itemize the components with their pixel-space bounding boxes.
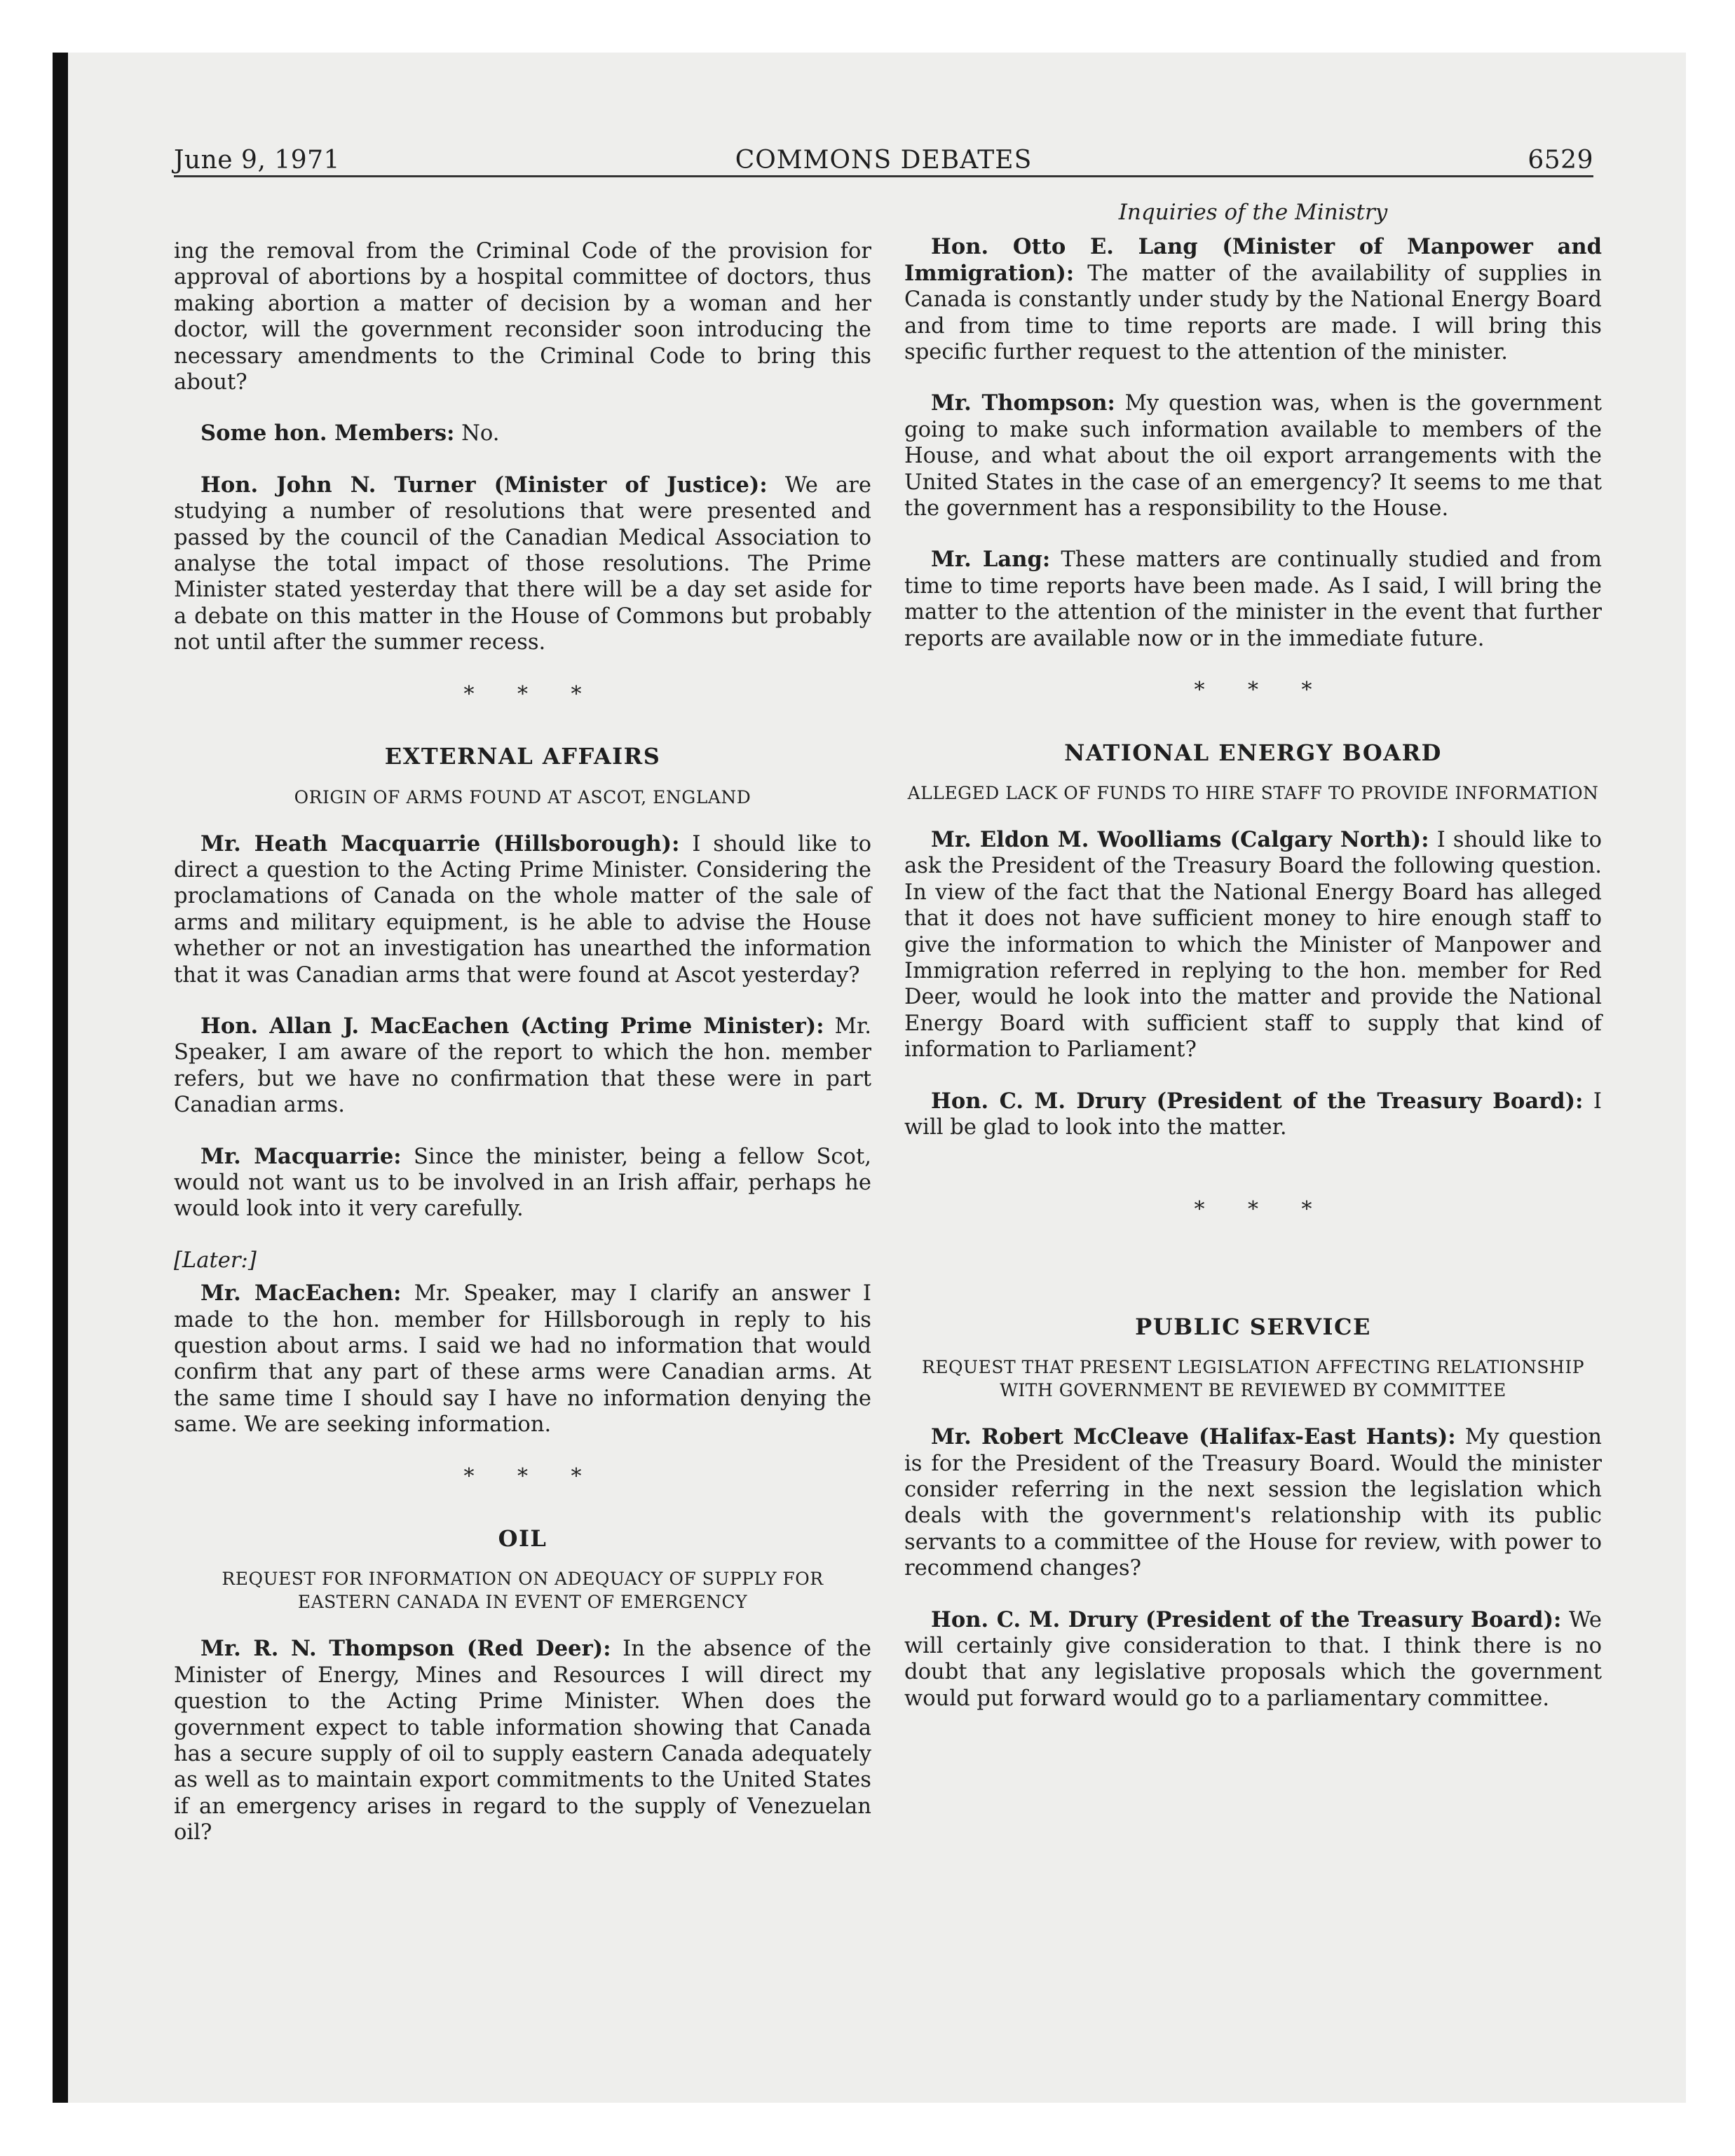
paragraph — [904, 1424, 1602, 1581]
speech-text: In the absence of the Minister of Energy, Mines and Resources I will direct my question to the Acting Prime Minister. When does the government expect to table information showing that Canada has a secure supply of oil to supply eastern Canada adequately as well as to maintain export commitments to the United States if an emergency arises in regard to the supply of Venezuelan oil? — [174, 1637, 871, 1845]
speaker-name: Some hon. Members: — [200, 421, 455, 446]
paragraph — [174, 831, 871, 988]
speaker-name: Hon. C. M. Drury (President of the Treasury Board): — [931, 1606, 1562, 1632]
later-marker: [Later:] — [174, 1248, 257, 1273]
paragraph — [904, 1607, 1602, 1712]
section-subheading: REQUEST THAT PRESENT LEGISLATION AFFECTING RELATIONSHIP WITH GOVERNMENT BE REVIEWED BY COMMITTEE — [921, 1357, 1585, 1401]
section-heading: NATIONAL ENERGY BOARD — [1064, 739, 1442, 766]
paragraph — [174, 1014, 871, 1119]
paragraph — [174, 1281, 871, 1438]
speech-text: My question was, when is the government going to make such information available to members of the House, and what about the oil export arrangements with the United States in the case of an emergency? It seems to me that the government has a responsibility to the House. — [904, 391, 1603, 521]
speaker-name: Mr. MacEachen: — [200, 1281, 402, 1306]
scan-binding-edge — [53, 53, 68, 2103]
section-separator: * * * — [1194, 1197, 1331, 1222]
speaker-name: Mr. R. N. Thompson (Red Deer): — [200, 1636, 611, 1662]
speaker-name: Hon. John N. Turner (Minister of Justice): — [200, 472, 768, 498]
header-date: June 9, 1971 — [174, 146, 340, 175]
left-column — [174, 238, 871, 1871]
paragraph — [174, 1636, 871, 1845]
section-separator: * * * — [463, 1464, 600, 1489]
section-heading: OIL — [498, 1525, 547, 1553]
section-separator: * * * — [1194, 678, 1331, 703]
paragraph — [904, 390, 1602, 521]
speaker-name: Mr. Heath Macquarrie (Hillsborough): — [200, 831, 680, 857]
section-subheading: ORIGIN OF ARMS FOUND AT ASCOT, ENGLAND — [294, 786, 751, 807]
speech-text: Mr. Speaker, may I clarify an answer I made to the hon. member for Hillsborough in reply to his question about arms. I said we had no information that would confirm that any part of these arms were Canadian arms. At the same time I should say I have no information denying the same. We are seeking information. — [174, 1281, 872, 1438]
speaker-name: Mr. Thompson: — [931, 390, 1115, 416]
speech-text: Mr. Speaker, I am aware of the report to which the hon. member refers, but we have no confirmation that these were in part Canadian arms. — [174, 1014, 871, 1118]
header-rule — [174, 175, 1593, 177]
speech-text: I should like to ask the President of the Treasury Board the following question. In view of the fact that the National Energy Board has alleged that it does not have sufficient money to hire enough staff to give the information to which the Minister of Manpower and Immigration referred in replying to the hon. member for Red Deer, would he look into the matter and provide the National Energy Board with sufficient staff to supply that kind of information to Parliament? — [904, 827, 1602, 1063]
section-separator: * * * — [463, 681, 600, 707]
speaker-name: Hon. Allan J. MacEachen (Acting Prime Minister): — [200, 1013, 824, 1039]
paragraph — [904, 1089, 1602, 1141]
speaker-name: Mr. Lang: — [931, 547, 1051, 573]
speaker-name: Mr. Eldon M. Woolliams (Calgary North): — [931, 826, 1429, 852]
section-subheading: ALLEGED LACK OF FUNDS TO HIRE STAFF TO PROVIDE INFORMATION — [907, 782, 1599, 803]
paragraph — [904, 827, 1602, 1063]
running-head: Inquiries of the Ministry — [1118, 200, 1388, 225]
header-title: COMMONS DEBATES — [735, 146, 1033, 175]
speech-text: These matters are continually studied and from time to time reports have been made. As I said, I will bring the matter to the attention of the minister in the event that further reports are available now or in the immediate future. — [904, 547, 1602, 651]
speech-text: We will certainly give consideration to that. I think there is no doubt that any legislative proposals which the government would put forward would go to a parliamentary committee. — [904, 1607, 1603, 1711]
speaker-name: Hon. C. M. Drury (President of the Treasury Board): — [931, 1088, 1584, 1114]
speech-text: I should like to direct a question to the Acting Prime Minister. Considering the proclamations of Canada on the whole matter of the sale of arms and military equipment, is he able to advise the House whether or not an investigation has unearthed the information that it was Canadian arms that were found at Ascot yesterday? — [174, 831, 872, 988]
speech-text: Since the minister, being a fellow Scot, would not want us to be involved in an Irish affair, perhaps he would look into it very carefully. — [174, 1144, 871, 1222]
speech-text: We are studying a number of resolutions that were presented and passed by the council of the Canadian Medical Association to analyse the total impact of those resolutions. The Prime Minister stated yesterday that there will be a day set aside for a debate on this matter in the House of Commons but probably not until after the summer recess. — [174, 472, 871, 655]
section-heading: PUBLIC SERVICE — [1135, 1313, 1371, 1340]
speech-text: I will be glad to look into the matter. — [904, 1089, 1603, 1140]
speaker-name: Mr. Macquarrie: — [200, 1143, 402, 1169]
paragraph — [904, 234, 1602, 365]
speech-text: The matter of the availability of supplies in Canada is constantly under study by the National Energy Board and from time to time reports are made. I will bring this specific further request to the attention of the minister. — [904, 261, 1602, 365]
right-column — [904, 200, 1602, 1737]
speaker-name: Hon. Otto E. Lang (Minister of Manpower and Immigration): — [904, 234, 1602, 286]
header-page-number: 6529 — [1528, 146, 1593, 175]
paragraph — [174, 472, 871, 656]
section-heading: EXTERNAL AFFAIRS — [384, 743, 661, 770]
paragraph: ing the removal from the Criminal Code of the provision for approval of abortions by a hospital committee of doctors, thus making abortion a matter of decision by a woman and her doctor, will the government reconsider soon introducing the necessary amendments to the Criminal Code to bring this about? — [174, 239, 871, 395]
paragraph — [174, 421, 871, 446]
section-subheading: REQUEST FOR INFORMATION ON ADEQUACY OF SUPPLY FOR EASTERN CANADA IN EVENT OF EMERGENCY — [222, 1569, 824, 1613]
speech-text: No. — [454, 421, 500, 446]
paragraph — [904, 547, 1602, 652]
paragraph — [174, 1144, 871, 1222]
speech-text: My question is for the President of the Treasury Board. Would the minister consider referring in the next session the legislation which deals with the government's relationship with its public servants to a committee of the House for review, with power to recommend changes? — [904, 1425, 1602, 1581]
speaker-name: Mr. Robert McCleave (Halifax-East Hants): — [931, 1424, 1456, 1450]
